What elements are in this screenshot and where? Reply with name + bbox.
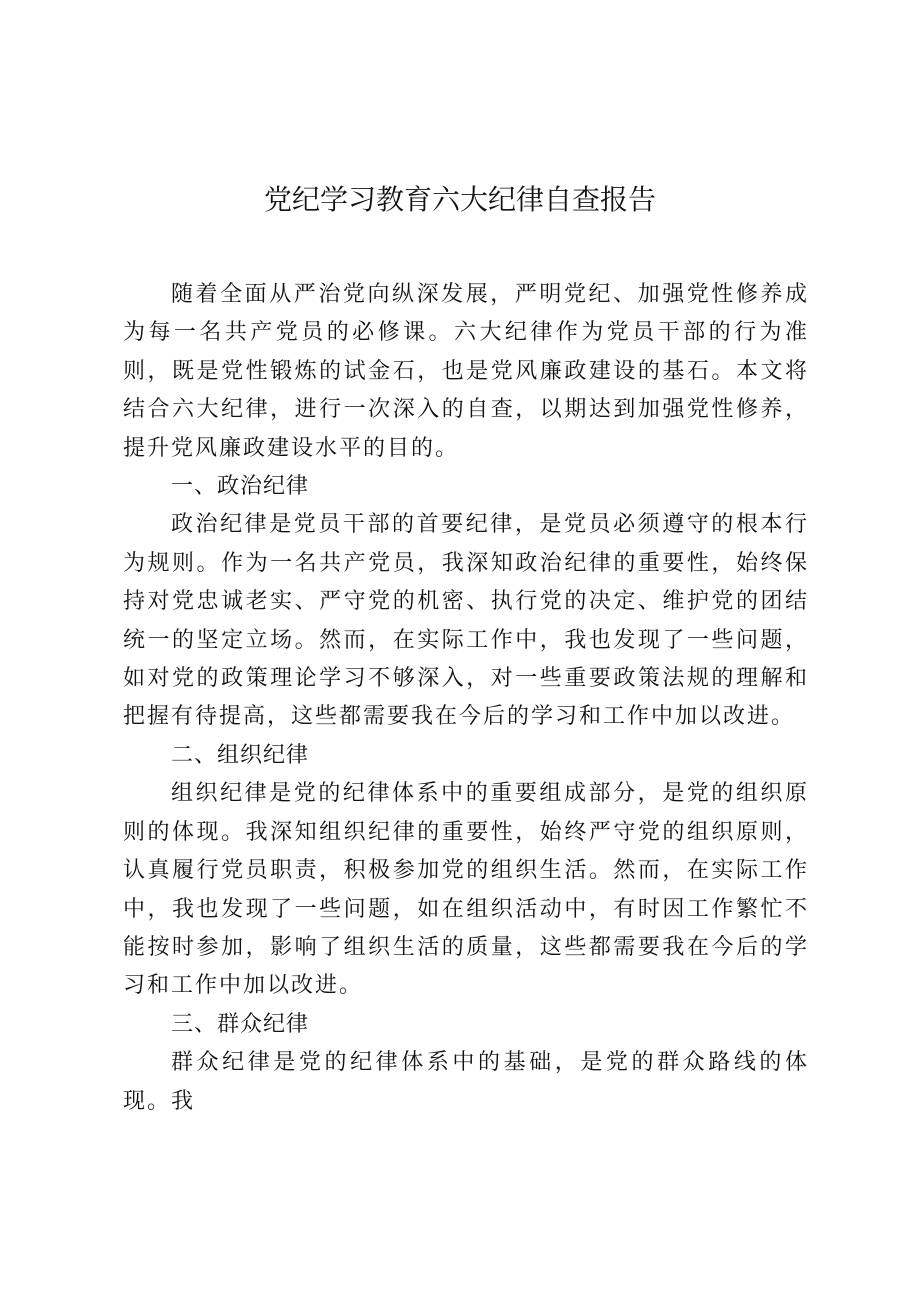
- section-heading-political: 一、政治纪律: [171, 474, 310, 500]
- document-title: 党纪学习教育六大纪律自查报告: [263, 183, 656, 216]
- section-text-organizational: 组织纪律是党的纪律体系中的重要组成部分，是党的组织原则的体现。我深知组织纪律的重要性，始终严守党的组织原则，认真履行党员职责，积极参加党的组织生活。然而，在实际工作中，我也发现了一些问题，如在组织活动中，有时因工作繁忙不能按时参加，影响了组织生活的质量，这些都需要我在今后的学习和工作中加以改进。: [123, 781, 809, 999]
- section-heading-mass: 三、群众纪律: [171, 1011, 310, 1037]
- section-heading-organizational: 二、组织纪律: [171, 742, 310, 768]
- intro-paragraph: 随着全面从严治党向纵深发展，严明党纪、加强党性修养成为每一名共产党员的必修课。六大纪律作为党员干部的行为准则，既是党性锻炼的试金石，也是党风廉政建设的基石。本文将结合六大纪律，进行一次深入的自查，以期达到加强党性修养，提升党风廉政建设水平的目的。: [123, 282, 809, 461]
- section-text-mass: 群众纪律是党的纪律体系中的基础，是党的群众路线的体现。我: [123, 1050, 809, 1114]
- section-text-political: 政治纪律是党员干部的首要纪律，是党员必须遵守的根本行为规则。作为一名共产党员，我深知政治纪律的重要性，始终保持对党忠诚老实、严守党的机密、执行党的决定、维护党的团结统一的坚定立场。然而，在实际工作中，我也发现了一些问题，如对党的政策理论学习不够深入，对一些重要政策法规的理解和把握有待提高，这些都需要我在今后的学习和工作中加以改进。: [123, 512, 809, 730]
- document-body: [123, 276, 809, 1121]
